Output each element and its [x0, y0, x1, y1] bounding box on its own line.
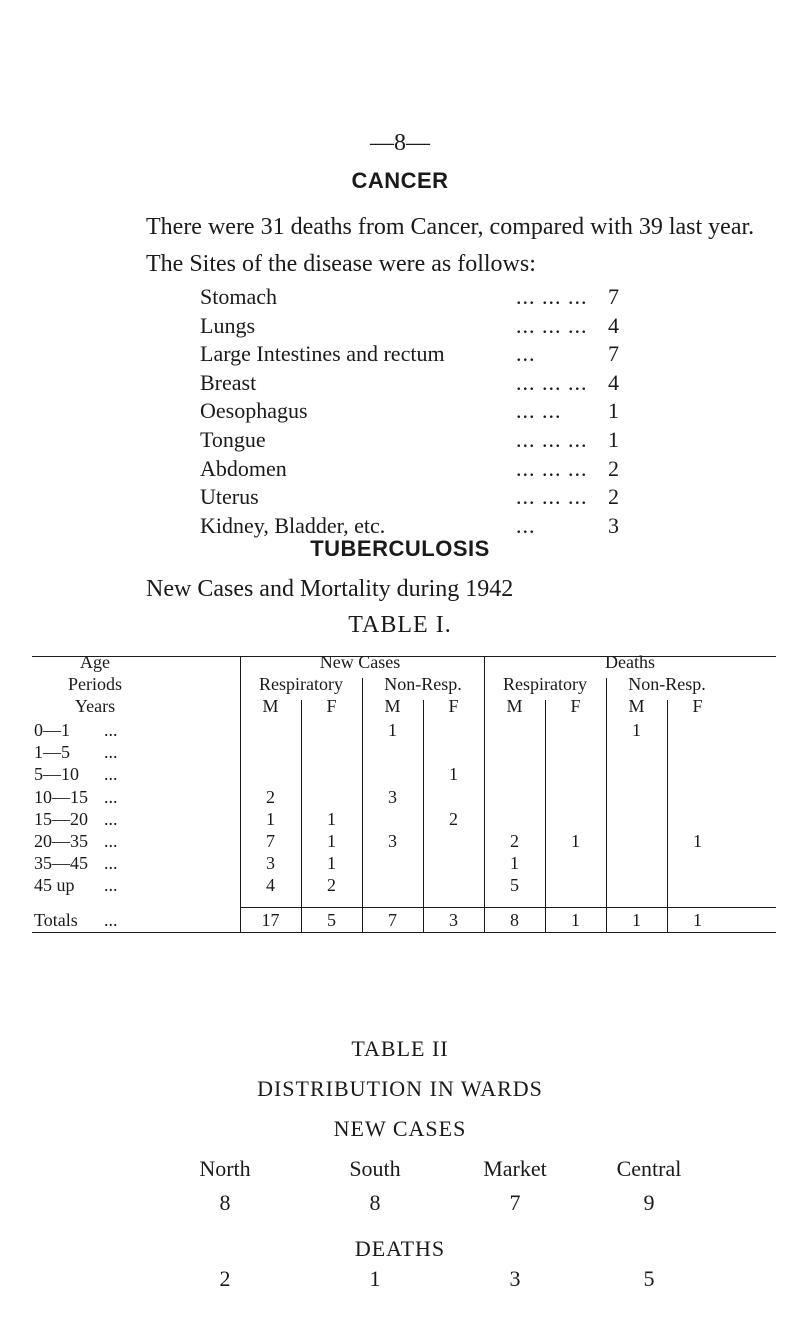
- table-cell: 5: [510, 875, 519, 896]
- table-cell: 2: [266, 786, 275, 807]
- table2-title: TABLE II: [351, 1036, 449, 1061]
- row-leader-dots: ...: [104, 720, 118, 740]
- totals-cell: 1: [632, 910, 641, 930]
- site-count: 3: [608, 512, 619, 538]
- ward-new-cases: 9: [643, 1190, 655, 1215]
- site-row: [200, 456, 620, 484]
- site-leader-dots: ... ... ...: [516, 312, 588, 338]
- row-leader-dots: ...: [104, 742, 118, 763]
- table-cell: 1: [571, 831, 580, 851]
- table1-bottom-rule: [32, 932, 776, 933]
- table-cell: 1: [388, 720, 397, 740]
- ward-name: North: [199, 1156, 251, 1181]
- deaths-label: DEATHS: [354, 1236, 446, 1261]
- hdr-years: Years: [74, 696, 116, 716]
- table-cell: 7: [266, 831, 275, 851]
- table1-col-rule: [484, 656, 485, 932]
- new-cases-label: NEW CASES: [333, 1116, 467, 1141]
- hdr-f: F: [326, 696, 337, 716]
- table-cell: 2: [449, 808, 458, 829]
- table1-title: TABLE I.: [348, 612, 452, 638]
- site-name: Large Intestines and rectum: [200, 341, 445, 367]
- site-count: 1: [608, 427, 619, 452]
- ward-name: South: [349, 1156, 401, 1181]
- site-name: Stomach: [200, 284, 277, 309]
- hdr-f: F: [570, 696, 581, 716]
- row-age-label: 10—15: [34, 786, 88, 807]
- hdr-m: M: [384, 696, 401, 716]
- table-cell: 3: [388, 786, 397, 807]
- table-cell: 4: [266, 875, 275, 896]
- table-cell: 1: [510, 853, 519, 874]
- row-leader-dots: ...: [104, 764, 118, 785]
- ward-deaths: 3: [509, 1266, 521, 1291]
- hdr-f: F: [448, 696, 459, 716]
- table-cell: 2: [510, 831, 519, 851]
- site-leader-dots: ... ... ...: [516, 427, 588, 452]
- table1-col-rule: [667, 700, 668, 932]
- row-age-label: 1—5: [34, 742, 70, 763]
- site-count: 7: [608, 341, 619, 367]
- site-count: 4: [608, 369, 619, 395]
- hdr-new-nonresp: Non-Resp.: [384, 674, 462, 694]
- table-cell: 1: [327, 831, 336, 851]
- table1-col-rule: [301, 700, 302, 932]
- ward-deaths: 5: [643, 1266, 655, 1291]
- site-count: 7: [608, 284, 619, 309]
- cancer-intro: There were 31 deaths from Cancer, compared with 39 last year.: [146, 214, 755, 240]
- site-name: Tongue: [200, 427, 266, 452]
- hdr-m: M: [262, 696, 279, 716]
- totals-cell: 3: [449, 910, 458, 930]
- totals-cell: 8: [510, 910, 519, 930]
- hdr-death-resp: Respiratory: [503, 674, 587, 694]
- site-name: Lungs: [200, 312, 255, 338]
- site-row: [200, 341, 620, 369]
- table1-col-rule: [606, 678, 607, 932]
- site-leader-dots: ... ... ...: [516, 284, 588, 309]
- hdr-f: F: [692, 696, 703, 716]
- table-cell: 1: [327, 808, 336, 829]
- row-leader-dots: ...: [104, 853, 118, 874]
- site-count: 2: [608, 455, 619, 481]
- table-cell: 2: [327, 875, 336, 896]
- site-row: [200, 398, 620, 426]
- table-cell: 1: [266, 808, 275, 829]
- site-name: Oesophagus: [200, 398, 308, 424]
- row-age-label: 35—45: [34, 853, 88, 874]
- hdr-m: M: [506, 696, 523, 716]
- ward-new-cases: 8: [369, 1190, 381, 1215]
- row-leader-dots: ...: [104, 808, 118, 829]
- totals-cell: 1: [571, 910, 580, 930]
- table1-col-rule: [423, 700, 424, 932]
- hdr-age: Age: [80, 652, 110, 672]
- table1-col-rule: [240, 656, 241, 932]
- row-leader-dots: ...: [104, 875, 118, 896]
- site-name: Kidney, Bladder, etc.: [200, 512, 386, 538]
- site-leader-dots: ...: [516, 512, 536, 538]
- totals-rule: [240, 907, 776, 908]
- hdr-deaths: Deaths: [605, 652, 655, 672]
- site-leader-dots: ... ... ...: [516, 455, 588, 481]
- ward-deaths: 2: [219, 1266, 231, 1291]
- hdr-death-nonresp: Non-Resp.: [628, 674, 706, 694]
- ward-name: Market: [483, 1156, 547, 1181]
- table2-subtitle: DISTRIBUTION IN WARDS: [257, 1076, 543, 1101]
- site-name: Abdomen: [200, 455, 287, 481]
- ward-deaths: 1: [369, 1266, 381, 1291]
- row-age-label: 45 up: [34, 875, 75, 896]
- totals-label: Totals: [34, 910, 78, 930]
- site-count: 1: [608, 398, 619, 424]
- hdr-new-cases: New Cases: [319, 652, 401, 672]
- totals-cell: 1: [693, 910, 702, 930]
- row-leader-dots: ...: [104, 786, 118, 807]
- table-cell: 1: [632, 720, 641, 740]
- totals-cell: 17: [261, 910, 280, 930]
- site-count: 4: [608, 312, 619, 338]
- site-row: [200, 427, 620, 455]
- totals-cell: 7: [388, 910, 397, 930]
- table-cell: 3: [388, 831, 397, 851]
- tb-subtitle: New Cases and Mortality during 1942: [146, 576, 514, 602]
- site-row: [200, 284, 620, 312]
- ward-name: Central: [616, 1156, 682, 1181]
- site-row: [200, 313, 620, 341]
- table-cell: 1: [449, 764, 458, 785]
- tuberculosis-heading: TUBERCULOSIS: [310, 536, 490, 561]
- site-leader-dots: ...: [516, 341, 536, 367]
- site-leader-dots: ... ... ...: [516, 484, 588, 510]
- hdr-m: M: [628, 696, 645, 716]
- totals-cell: 5: [327, 910, 336, 930]
- ward-new-cases: 8: [219, 1190, 231, 1215]
- hdr-periods: Periods: [68, 674, 122, 694]
- sites-intro: The Sites of the disease were as follows:: [146, 251, 536, 277]
- table-cell: 1: [693, 831, 702, 851]
- page-number: —8—: [370, 130, 430, 156]
- row-leader-dots: ...: [104, 831, 118, 851]
- row-age-label: 0—1: [34, 720, 70, 740]
- site-row: [200, 484, 620, 512]
- table1-col-rule: [545, 700, 546, 932]
- table-cell: 3: [266, 853, 275, 874]
- cancer-heading: CANCER: [351, 168, 449, 193]
- site-name: Uterus: [200, 484, 259, 510]
- site-name: Breast: [200, 369, 257, 395]
- site-leader-dots: ... ...: [516, 398, 562, 424]
- site-row: [200, 370, 620, 398]
- hdr-new-resp: Respiratory: [259, 674, 343, 694]
- row-age-label: 15—20: [34, 808, 88, 829]
- ward-new-cases: 7: [509, 1190, 521, 1215]
- row-age-label: 5—10: [34, 764, 79, 785]
- site-count: 2: [608, 484, 619, 510]
- row-age-label: 20—35: [34, 831, 88, 851]
- table1-col-rule: [362, 678, 363, 932]
- table-cell: 1: [327, 853, 336, 874]
- site-leader-dots: ... ... ...: [516, 369, 588, 395]
- totals-leader-dots: ...: [104, 910, 118, 930]
